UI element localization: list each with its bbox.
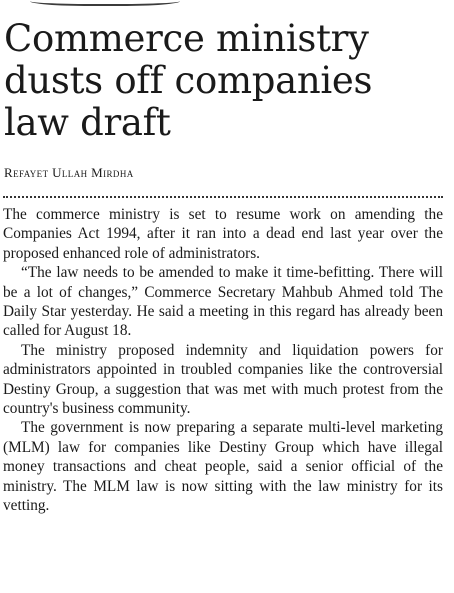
- headline: Commerce ministry dusts off companies law draft: [4, 17, 373, 144]
- previous-article-remnant: [0, 0, 454, 8]
- paragraph-4: The government is now preparing a separate multi-level marketing (MLM) law for companies like Destiny Group which have illegal money transactions and cheat people, said a senior official of the ministry. The MLM law is now sitting with the law ministry for its vetting.: [3, 419, 443, 515]
- dotted-divider: [3, 196, 443, 198]
- paragraph-1: The commerce ministry is set to resume work on amending the Companies Act 1994, after it ran into a dead end last year over the proposed enhanced role of administrators.: [3, 206, 443, 262]
- paragraph-2: “The law needs to be amended to make it time-befitting. There will be a lot of changes,” Commerce Secretary Mahbub Ahmed told The Daily Star yesterday. He said a meeting in this regard has already been called for August 18.: [3, 264, 443, 340]
- byline: Refayet Ullah Mirdha: [4, 165, 134, 180]
- paragraph-3: The ministry proposed indemnity and liquidation powers for administrators appointed in troubled companies like the controversial Destiny Group, a suggestion that was met with much protest from the country's business community.: [3, 341, 443, 418]
- article-body: [3, 205, 443, 516]
- cut-off-text-fragment: [30, 0, 180, 6]
